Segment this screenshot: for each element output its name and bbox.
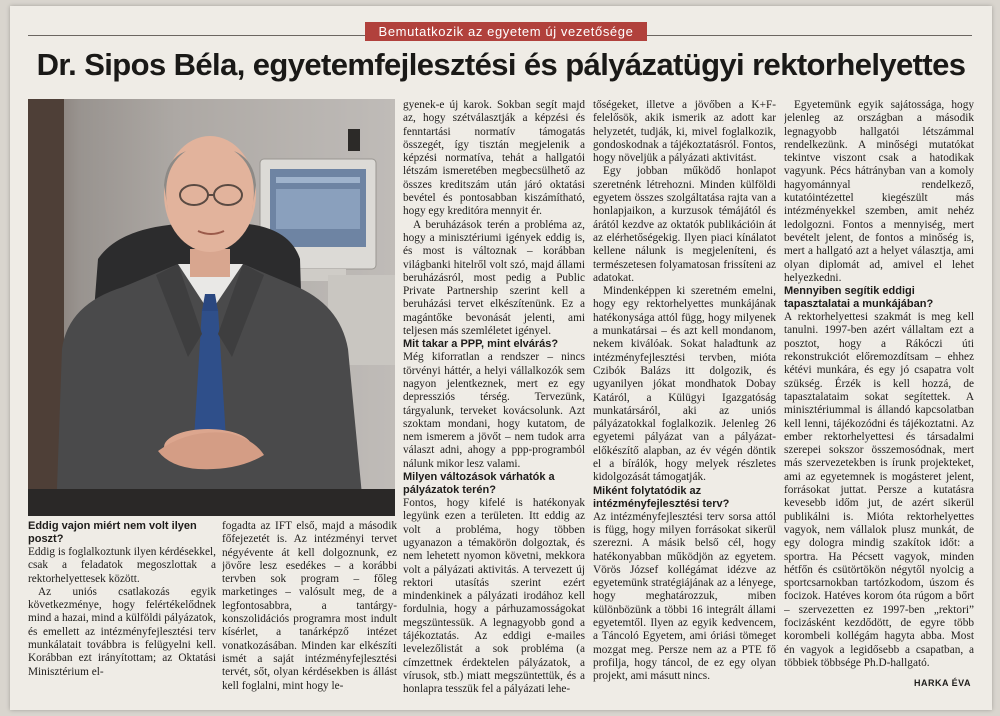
interview-question: Eddig vajon miért nem volt ilyen poszt? bbox=[28, 520, 197, 545]
interview-question: Mit takar a PPP, mint elvárás? bbox=[403, 338, 559, 351]
section-banner: Bemutatkozik az egyetem új vezetősége bbox=[365, 22, 647, 41]
interview-question: Milyen változások várhatók a pályázatok terén? bbox=[403, 471, 555, 497]
paragraph: Az uniós csatlakozás egyik következménye, hogy felértékelődnek mind a hazai, mind a külföldi pályázatok, és emellett az intézményfejlesztési terv munkálatait továbbra is felügyelni kell. Korábban ezt irányítottam; az Oktatási Minisztérium el- bbox=[28, 585, 216, 678]
paragraph: Mindenképpen ki szeretném emelni, hogy egy rektorhelyettes munkájának hatékonysága attól függ, hogy milyenek a munkatársai – és azt kell mondanom, nekem kiválóak. Sokat haladtunk az intézményfejlesztési tervben, mióta Czibók Balázs itt dolgozik, és ugyanilyen jókat mondhatok Dobay Katáról, a Külügyi Igazgatóság munkatársáról, aki az uniós pályázatokkal foglalkozik. Jelenleg 26 egyetemi pályázat van a pályázat-előkészítő alapban, az év végén döntik el a bírálók, hogy melyek részletes kidolgozását támogatják. bbox=[593, 285, 776, 484]
paragraph: Fontos, hogy kifelé is hatékonyak legyünk ezen a területen. Itt eddig az volt a probléma, hogy többen ugyanazon a témakörön dolgoztak, és nem lehetett nyomon követni, mekkora volt a pályázati aktivitás. A tervezett új rektori utasítás szerint ezért mindenkinek a pályázati irodához kell fordulnia, hogy a párhuzamosságokat megszüntessük. A legnagyobb gond a tájékoztatás. Az eddigi e-mailes levelezőlistát a sok probléma (a címzettnek érdektelen pályázatok, a vírusok, stb.) miatt megszüntettük, és a honlapra tesszük fel a pályázati lehe- bbox=[403, 497, 585, 695]
paragraph: Eddig is foglalkoztunk ilyen kérdésekkel, csak a feladatok megoszlottak a rektorhelyettesek között. bbox=[28, 546, 216, 585]
paragraph: tőségeket, illetve a jövőben a K+F-felelősök, akik ismerik az adott kar helyzetét, tudják, ki, mivel foglalkozik, gondoskodnak a tájékoztatásról. Fontos, hogy növeljük a pályázati aktivitást. bbox=[593, 99, 776, 165]
byline: HARKA ÉVA bbox=[914, 678, 972, 688]
paragraph: fogadta az IFT első, majd a második főfejezetét is. Az intézményi tervet négyévente át kell dolgoznunk, ez jövőre lesz esedékes – a korábbi tervben sok program – főleg marketinges – valósult meg, de a legfontosabbra, a tantárgy-konszolidációs programra most indult kísérlet, a tanárképző intézet vonatkozásában. Minden kar elkészíti ismét a saját intézményfejlesztési tervét, sőt, olyan kérdésekben is állást kell foglalni, mint hogy le- bbox=[222, 520, 397, 692]
newspaper-page bbox=[10, 6, 992, 710]
paragraph: Még kiforratlan a rendszer – nincs törvényi háttér, a helyi vállalkozók sem nagyon jelentkeznek, mert ez egy depressziós térség. Tervezünk, tárgyalunk, terveket kovácsolunk. Azt szoktam mondani, hogy kutatom, de nem ismerem a jövőt – nem tudok arra választ adni, ahogy a ppp-programból nálunk mikor lesz valami. bbox=[403, 351, 585, 470]
interview-question: Mennyiben segítik eddigi tapasztalatai a munkájában? bbox=[784, 285, 934, 311]
text-column-1 bbox=[28, 520, 216, 692]
interview-question: Miként folytatódik az intézményfejlesztési terv? bbox=[593, 484, 730, 510]
paragraph: Az intézményfejlesztési terv sorsa attól is függ, hogy milyen forrásokat sikerül szerezni. A másik belső cél, hogy hatékonyabban működjön az egyetem. Vörös József kollégámat idézve az egyetemünk stratégiájának az a lényege, hogy meghatározzuk, miben különbözünk a többi 16 integrált állami egyetemtől. Ilyen az egyik kedvencem, a Táncoló Egyetem, ami óriási tömeget mozgat meg. Persze nem az a PTE fő profilja, hogy táncol, de ez egy olyan projekt, ami másutt nincs. bbox=[593, 510, 776, 683]
text-column-3 bbox=[403, 99, 585, 695]
paragraph: Egy jobban működő honlapot szeretnénk létrehozni. Minden külföldi egyetem összes szolgáltatása rajta van a honlapjaikon, a kurzusok témájától és árától kezdve az oktatók publikációin át az elérhetőségekig. Ilyen piaci kínálatot kellene nálunk is megjeleníteni, és természetesen folyamatosan frissíteni az adatokat. bbox=[593, 165, 776, 284]
paragraph: Egyetemünk egyik sajátossága, hogy jelenleg az országban a második legnagyobb hallgatói létszámmal rendelkezünk. A minőségi mutatókat tekintve viszont csak a hatodikak vagyunk. Pécs hátrányban van a komoly hagyománnyal rendelkező, kutatóintézettel kiegészült más intézményekkel szemben, amit nehéz ledolgozni. Fontos a mennyiség, mert bevételt jelent, de fontos a minőség is, mert a hallgató azt a helyet választja, ami olyan diplomát ad, amivel el lehet helyezkedni. bbox=[784, 99, 974, 284]
headline: Dr. Sipos Béla, egyetemfejlesztési és pályázatügyi rektorhelyettes bbox=[36, 47, 966, 82]
paragraph: A rektorhelyettesi szakmát is meg kell tanulni. 1997-ben azért vállaltam ezt a posztot, hogy a Rákóczi úti rekonstrukciót előremozdítsam – ehhez kétévi munkára, és egy jó csapatra volt szükség. Érzék is kell hozzá, de tapasztalataim sokat segítettek. A minisztériummal is állandó kapcsolatban kell lenni, tájékozódni és tájékoztatni. Az ember rektorhelyettesi és társadalmi szerepei sokszor összemosódnak, mert más szervezetekben is írunk projekteket, ami az egyetemnek is mogásteret jelent, forrásokat juttat. Persze a kutatásra kevesebb időm jut, de azért sikerül publikálni is. Mióta rektorhelyettes vagyok, nem vállalok plusz munkát, de egy dologra mindig szakítok időt: a sportra. Ha Pécsett vagyok, minden hétfőn és csütörtökön négytől nyolcig a sportcsarnokban tartózkodom, úszom és focizok. Hatéves korom óta rúgom a bőrt – szervezetten ez 1997-ben „rektori” focizásként kezdődött, de egyre több korombeli kollégám hagyta abba. Most én vagyok a legidősebb a csapatban, a többiek többsége Ph.D-hallgató. bbox=[784, 311, 974, 669]
text-column-5 bbox=[784, 99, 974, 679]
text-column-2 bbox=[222, 520, 397, 692]
text-column-4 bbox=[593, 99, 776, 695]
paragraph: A beruházások terén a probléma az, hogy a minisztériumi igények eddig is, és most is változnak – korábban világbanki hitelről volt szó, majd állami beruházásról, most pedig a Public Private Partnership szerint kell a beruházási tervet elkészítenünk. Ez a magántőke bevonását jelenti, ami teljesen más szemléletet igényel. bbox=[403, 218, 585, 338]
portrait-photo bbox=[28, 99, 395, 516]
paragraph: gyenek-e új karok. Sokban segít majd az, hogy szétválasztják a képzési és fenntartási normatív támogatás összegét, így tisztán megjelenik a képzési normatíva, tehát a hallgatói létszám ismeretében megbecsülhető az összes kreditszám után járó oktatási bevétel és pontosabban kiszámítható, hogy egy kreditóra mennyit ér. bbox=[403, 99, 585, 218]
portrait-illustration bbox=[28, 99, 395, 516]
